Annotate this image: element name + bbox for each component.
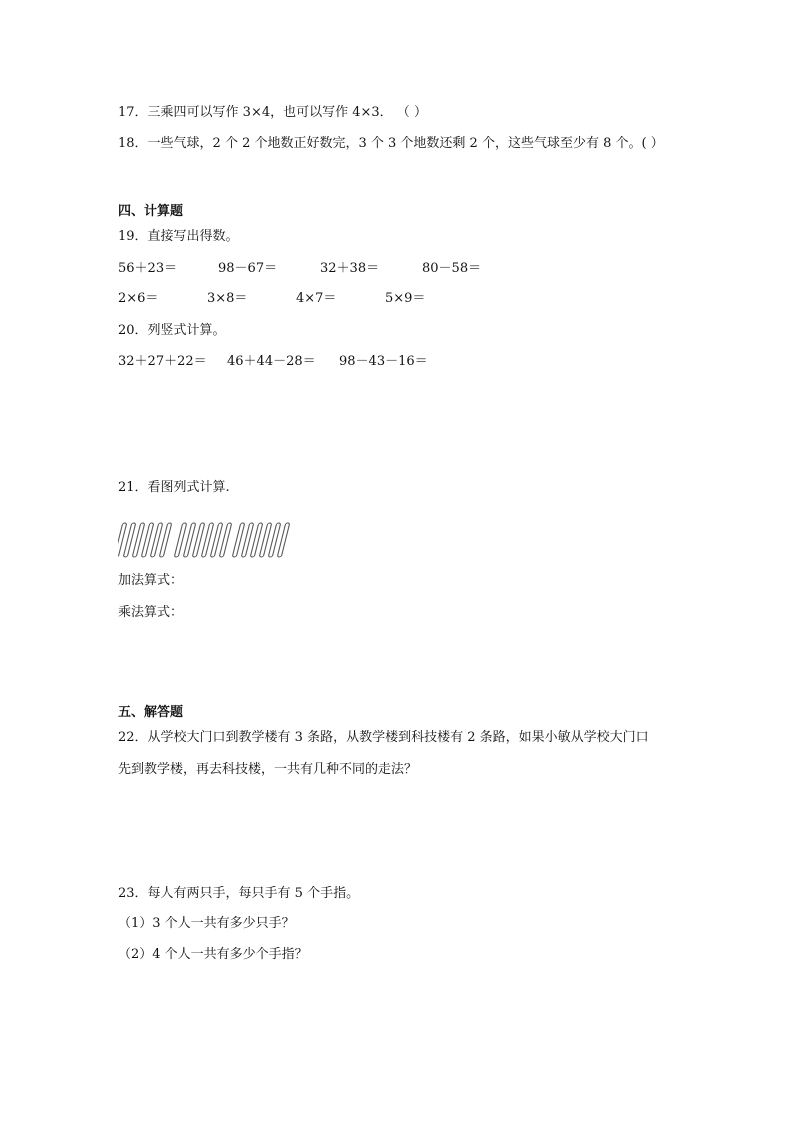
calc-item: 2×6＝ [118,291,159,306]
stick-group [174,523,231,557]
calc-item: 56＋23＝ [118,261,178,276]
question-19-row-1 [118,260,481,278]
question-22-line-2: 先到教学楼，再去科技楼，一共有几种不同的走法？ [118,762,418,777]
addition-formula-label: 加法算式： [118,573,184,588]
calc-item: 5×9＝ [385,291,426,306]
question-22-line-1: 22．从学校大门口到教学楼有 3 条路，从教学楼到科技楼有 2 条路，如果小敏从学校大门口 [118,730,649,745]
sticks-figure [118,522,296,558]
calc-item: 80－58＝ [422,261,482,276]
calc-item: 32＋38＝ [320,261,380,276]
stick-group [232,523,289,557]
calc-item: 3×8＝ [207,291,248,306]
calc-item: 98－43－16＝ [339,354,428,369]
calc-item: 4×7＝ [296,291,337,306]
question-21-prompt: 21．看图列式计算. [118,480,230,495]
question-23-sub-2: （2）4 个人一共有多少个手指？ [118,947,308,962]
section-5-title: 五、解答题 [118,705,184,720]
question-23-sub-1: （1）3 个人一共有多少只手？ [118,916,295,931]
stick-group [118,523,172,557]
question-23-prompt: 23．每人有两只手，每只手有 5 个手指。 [118,886,360,901]
multiplication-formula-label: 乘法算式： [118,605,184,620]
question-19-row-2 [118,290,425,308]
calc-item: 46＋44－28＝ [227,354,316,369]
calc-item: 32＋27＋22＝ [118,354,207,369]
calc-item: 98－67＝ [218,261,278,276]
question-19-prompt: 19．直接写出得数。 [118,229,239,244]
question-17: 17．三乘四可以写作 3×4，也可以写作 4×3． （ ） [118,105,427,120]
question-18: 18．一些气球，2 个 2 个地数正好数完，3 个 3 个地数还剩 2 个，这些气球至少有 8 个。( ） [118,136,664,151]
question-20-items [118,353,428,371]
section-4-title: 四、计算题 [118,204,184,219]
question-20-prompt: 20．列竖式计算。 [118,323,226,338]
